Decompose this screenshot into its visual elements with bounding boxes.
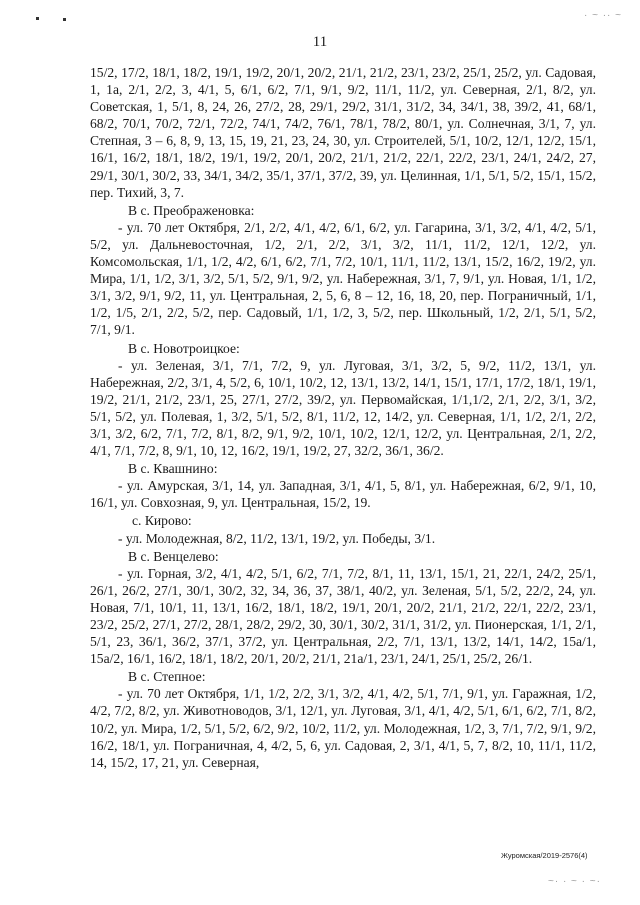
document-body bbox=[90, 64, 596, 771]
address-list: - ул. 70 лет Октября, 1/1, 1/2, 2/2, 3/1, 3/2, 4/1, 4/2, 5/1, 7/1, 9/1, ул. Гаражная, 1/2, 4/2, 7/2, 8/2, ул. Животноводов, 3/1, 12/1, ул. Луговая, 3/1, 4/1, 4/2, 5/1, 6/1, 6/2, 7/1, 8/2, 10/2, ул. Мира, 1/2, 5/1, 5/2, 6/2, 9/2, 10/2, 11/2, ул. Молодежная, 1/2, 3, 7/1, 7/2, 9/1, 9/2, 16/2, 18/1, ул. Пограничная, 4, 4/2, 5, 6, ул. Садовая, 2, 3/1, 4/1, 5, 7, 8/2, 10, 11/1, 11/2, 14, 15/2, 17, 21, ул. Северная, bbox=[90, 686, 596, 770]
address-list: - ул. Горная, 3/2, 4/1, 4/2, 5/1, 6/2, 7/1, 7/2, 8/1, 11, 13/1, 15/1, 21, 22/1, 24/2, 25/1, 26/1, 26/2, 27/1, 30/1, 30/2, 32, 34, 36, 37, 38/1, 40/2, ул. Зеленая, 5/1, 5/2, 22/2, 24, ул. Новая, 7/1, 10/1, 11, 13/1, 16/2, 18/1, 18/2, 19/1, 20/1, 20/2, 21/1, 21/2, 22/1, 22/2, 23/1, 23/2, 25/2, 27/1, 27/2, 28/1, 28/2, 29/2, 30, 30/1, 30/2, 31/1, 31/2, ул. Пионерская, 1/1, 2/1, 5/1, 23, 36/1, 36/2, 37/1, 37/2, ул. Центральная, 2/2, 7/1, 13/1, 13/2, 14/1, 14/2, 15а/1, 15а/2, 16/1, 16/2, 18/1, 18/2, 20/1, 20/2, 21/1, 21а/1, 23/1, 24/1, 25/1, 25/2, 26/1. bbox=[90, 565, 596, 667]
address-list: - ул. Зеленая, 3/1, 7/1, 7/2, 9, ул. Луговая, 3/1, 3/2, 5, 9/2, 11/2, 13/1, ул. Набережная, 2/2, 3/1, 4, 5/2, 6, 10/1, 10/2, 12, 13/1, 13/2, 14/1, 15/1, 17/1, 17/2, 18/1, 19/1, 19/2, 21/1, 21/2, 23/1, 25, 27/1, 27/2, 39/2, ул. Первомайская, 1/1,1/2, 2/1, 2/2, 3/1, 3/2, 5/1, 5/2, ул. Полевая, 1, 3/2, 5/1, 5/2, 8/1, 11/2, 12, 14/2, ул. Северная, 1/1, 1/2, 2/1, 2/2, 3/1, 3/2, 6/2, 7/1, 7/2, 8/1, 8/2, 9/1, 9/2, 10/1, 10/2, 12/1, 12/2, ул. Центральная, 2/1, 2/2, 4/1, 7/1, 7/2, 8, 9/1, 10, 12, 16/2, 19/1, 19/2, 27, 32/2, 36/1, 36/2. bbox=[90, 357, 596, 459]
address-list: - ул. 70 лет Октября, 2/1, 2/2, 4/1, 4/2, 6/1, 6/2, ул. Гагарина, 3/1, 3/2, 4/1, 4/2, 5/1, 5/2, ул. Дальневосточная, 1/2, 2/1, 2/2, 3/1, 3/2, 11/1, 11/2, 12/1, 12/2, ул. Комсомольская, 1/1, 1/2, 4/2, 6/1, 6/2, 7/1, 7/2, 10/1, 11/1, 11/2, 13/1, 15/2, 16/2, 19/2, ул. Мира, 1/1, 1/2, 3/1, 3/2, 5/1, 5/2, 9/1, 9/2, ул. Набережная, 3/1, 7, 9/1, ул. Новая, 1/1, 1/2, 3/1, 3/2, 9/1, 9/2, 11, ул. Центральная, 2, 5, 6, 8 – 12, 16, 18, 20, пер. Пограничный, 1/1, 1/2, 1/5, 2/1, 2/2, 5/2, пер. Садовый, 1/1, 1/2, 3, 5/2, пер. Школьный, 1/2, 2/1, 5/1, 5/2, 7/1, 9/1. bbox=[90, 219, 596, 338]
document-footer-id: Журомская/2019-2576(4) bbox=[501, 851, 588, 860]
settlement-heading: с. Кирово: bbox=[132, 513, 192, 529]
settlement-heading: В с. Венцелево: bbox=[128, 548, 219, 564]
settlement-heading: В с. Новотроицкое: bbox=[128, 340, 240, 356]
address-list: - ул. Молодежная, 8/2, 11/2, 13/1, 19/2, ул. Победы, 3/1. bbox=[118, 530, 436, 546]
margin-scribble-bottom: ~· · ~ · ~· bbox=[548, 876, 601, 887]
address-list: - ул. Амурская, 3/1, 14, ул. Западная, 3/1, 4/1, 5, 8/1, ул. Набережная, 6/2, 9/1, 10, 16/1, ул. Совхозная, 9, ул. Центральная, 15/2, 19. bbox=[90, 478, 596, 511]
scan-speck-2 bbox=[63, 18, 66, 21]
settlement-heading: В с. Преображеновка: bbox=[128, 202, 255, 218]
address-paragraph: 15/2, 17/2, 18/1, 18/2, 19/1, 19/2, 20/1, 20/2, 21/1, 21/2, 23/1, 23/2, 25/1, 25/2, ул. Садовая, 1, 1а, 2/1, 2/2, 3, 4/1, 5, 6/1, 6/2, 7/1, 9/1, 9/2, 11/1, 11/2, ул. Северная, 2/1, 8/2, ул. Советская, 1, 5/1, 8, 24, 26, 27/2, 28, 29/1, 29/2, 31/1, 31/2, 34, 34/1, 38, 39/2, 41, 68/1, 68/2, 70/1, 70/2, 72/1, 72/2, 74/1, 74/2, 76/1, 78/1, 78/2, 80/1, ул. Солнечная, 3/1, 7, ул. Степная, 3 – 6, 8, 9, 13, 15, 19, 21, 23, 24, 30, ул. Строителей, 5/1, 10/2, 12/1, 12/2, 15/1, 16/1, 16/2, 18/1, 18/2, 19/1, 19/2, 20/1, 20/2, 21/1, 21/2, 22/1, 22/2, 23/1, 24/1, 24/2, 27, 29/1, 30/1, 30/2, 33, 34/1, 34/2, 35/1, 37/1, 37/2, 39, ул. Целинная, 1/1, 5/1, 5/2, 15/1, 15/2, пер. Тихий, 3, 7. bbox=[90, 65, 596, 200]
settlement-heading: В с. Степное: bbox=[128, 669, 206, 685]
settlement-heading: В с. Квашнино: bbox=[128, 461, 218, 477]
margin-scribble-top: · ~ ·· ~ bbox=[584, 10, 623, 21]
page-number: 11 bbox=[312, 34, 328, 50]
scan-speck-1 bbox=[36, 17, 39, 20]
